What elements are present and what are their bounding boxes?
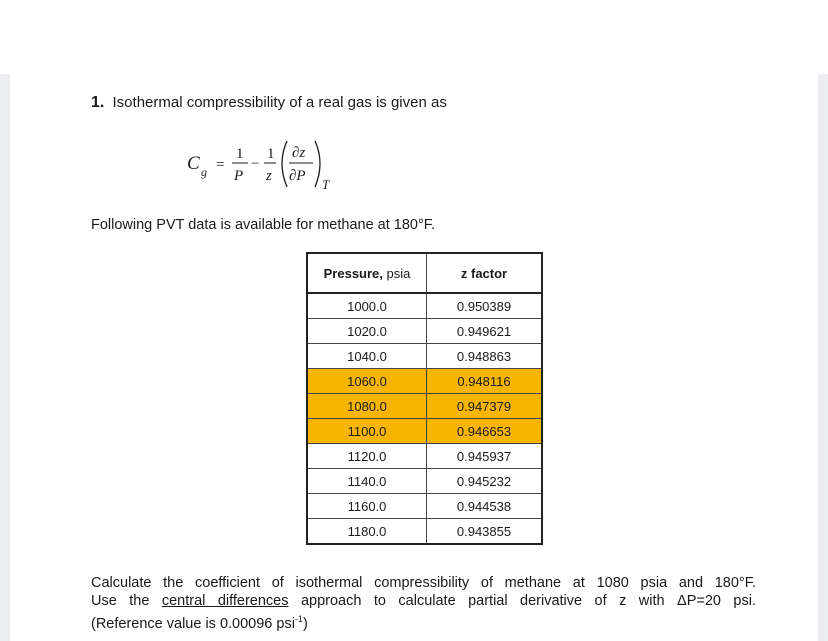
calc-line-1: Calculate the coefficient of isothermal compressibility of methane at 1080 psia and 180°F. — [91, 575, 756, 591]
z-factor-cell: 0.945937 — [427, 444, 543, 469]
z-factor-cell: 0.948863 — [427, 344, 543, 369]
formula-subscript: T — [322, 177, 330, 192]
table-row-highlighted — [307, 369, 542, 394]
unit-exponent: -1 — [294, 614, 303, 624]
top-blank-area — [0, 0, 828, 74]
pressure-cell: 1080.0 — [307, 394, 427, 419]
table-row-highlighted — [307, 419, 542, 444]
formula-svg — [185, 135, 345, 197]
z-factor-cell: 0.946653 — [427, 419, 543, 444]
table-row — [307, 469, 542, 494]
formula-right-paren — [315, 141, 320, 187]
question-number: 1. — [91, 94, 105, 111]
z-factor-cell: 0.950389 — [427, 293, 543, 319]
formula-d-num: ∂z — [292, 145, 306, 161]
pressure-cell: 1020.0 — [307, 319, 427, 344]
formula-t1-den: P — [234, 168, 244, 184]
table-row — [307, 444, 542, 469]
z-factor-cell: 0.949621 — [427, 319, 543, 344]
table-row — [307, 519, 542, 545]
header-pressure: Pressure, psia — [307, 253, 427, 293]
pressure-cell: 1100.0 — [307, 419, 427, 444]
table-row-highlighted — [307, 394, 542, 419]
z-factor-cell: 0.948116 — [427, 369, 543, 394]
formula-equals: = — [216, 157, 225, 173]
header-z-factor: z factor — [427, 253, 543, 293]
calculation-instructions — [91, 574, 756, 633]
formula-left-paren — [282, 141, 287, 187]
pressure-cell: 1180.0 — [307, 519, 427, 545]
pvt-header-row — [307, 253, 542, 293]
pressure-cell: 1120.0 — [307, 444, 427, 469]
pvt-table — [306, 252, 543, 545]
pressure-cell: 1040.0 — [307, 344, 427, 369]
table-row — [307, 319, 542, 344]
z-factor-cell: 0.947379 — [427, 394, 543, 419]
central-differences-term: central differences — [161, 593, 289, 609]
question-heading — [91, 94, 447, 112]
z-factor-cell: 0.944538 — [427, 494, 543, 519]
left-gutter — [0, 74, 10, 641]
formula-t2-num: 1 — [267, 146, 275, 162]
table-row — [307, 344, 542, 369]
formula-minus: − — [251, 156, 260, 172]
calc-line-2: Use the central differences approach to calculate partial derivative of z with ΔP=20 psi. — [91, 593, 756, 609]
right-gutter — [818, 74, 828, 641]
pressure-cell: 1160.0 — [307, 494, 427, 519]
formula-t1-num: 1 — [236, 146, 244, 162]
pressure-cell: 1060.0 — [307, 369, 427, 394]
z-factor-cell: 0.943855 — [427, 519, 543, 545]
pressure-cell: 1140.0 — [307, 469, 427, 494]
formula-lhs: C — [187, 153, 200, 174]
question-text: Isothermal compressibility of a real gas is given as — [112, 94, 447, 111]
formula-t2-den: z — [266, 168, 272, 184]
compressibility-formula — [185, 135, 345, 197]
table-row — [307, 494, 542, 519]
z-factor-cell: 0.945232 — [427, 469, 543, 494]
formula-lhs-sub: g — [201, 165, 207, 179]
pvt-intro-text: Following PVT data is available for methane at 180°F. — [91, 217, 436, 233]
formula-d-den: ∂P — [289, 168, 306, 184]
calc-line-3: (Reference value is 0.00096 psi$^{-1}$) — [91, 614, 308, 632]
table-row — [307, 293, 542, 319]
pressure-cell: 1000.0 — [307, 293, 427, 319]
